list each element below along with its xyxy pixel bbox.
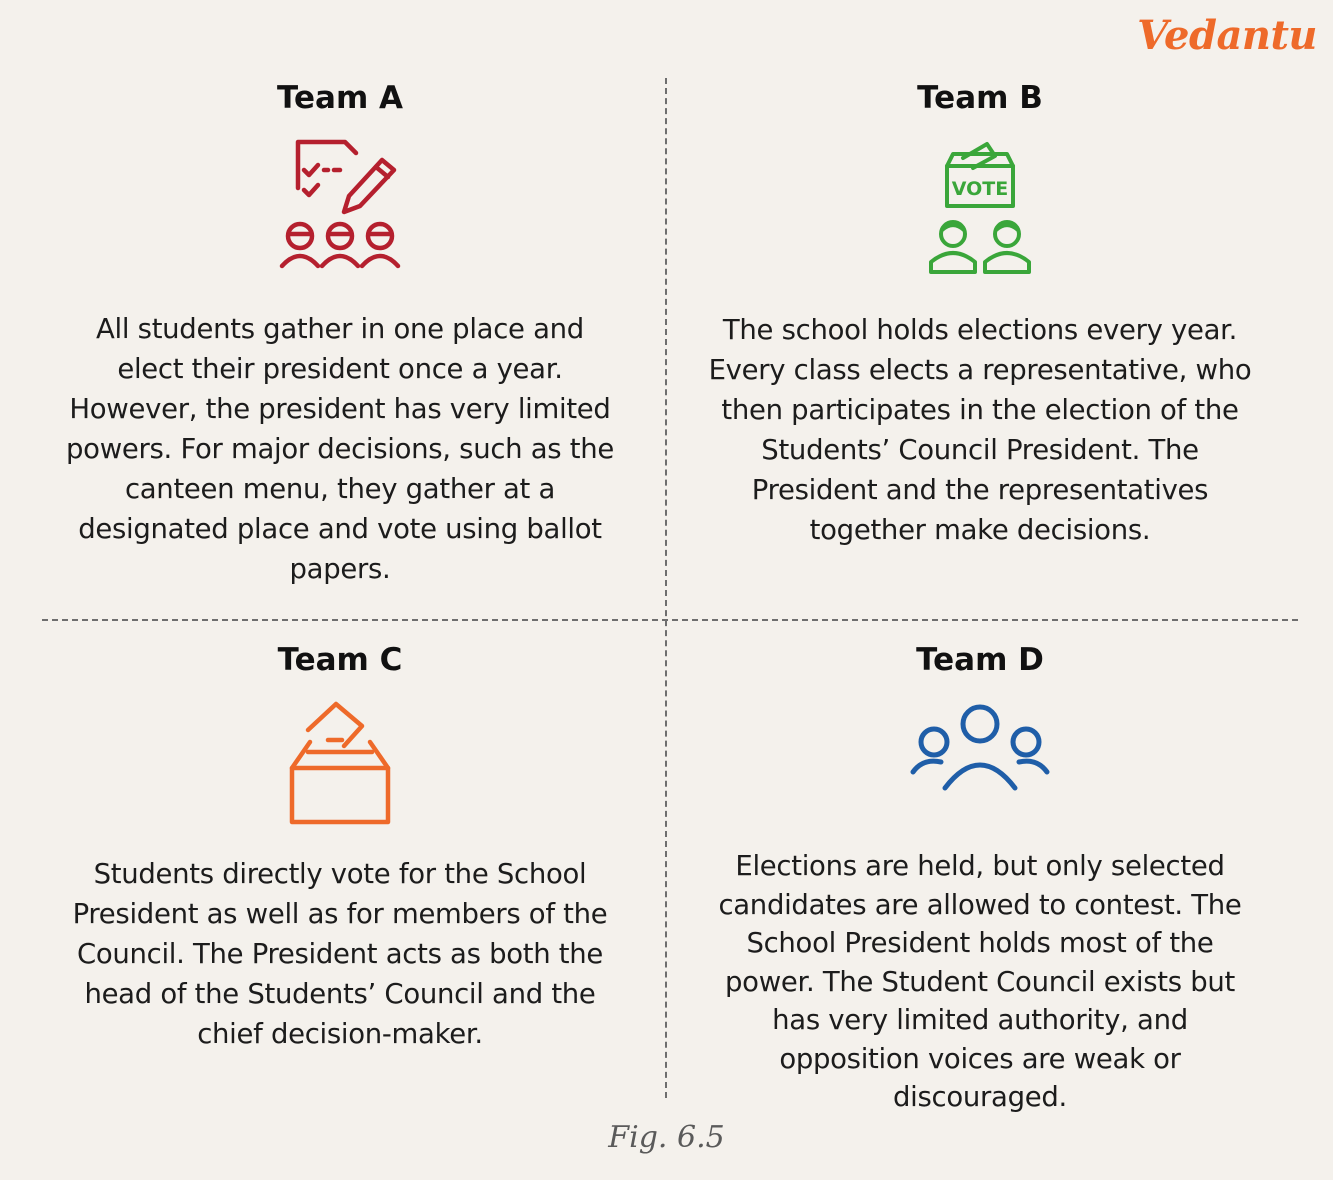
team-d-description: Elections are held, but only selected candidates are allowed to contest. The School President holds most of the power. The Student Council exists but has very limited authority, and opposition voices are weak or discouraged. — [718, 850, 1242, 1113]
figure-caption: Fig. 6.5 — [608, 1120, 725, 1155]
team-b-panel — [700, 80, 1260, 550]
team-d-panel — [700, 642, 1260, 1117]
team-b-description: The school holds elections every year. Every class elects a representative, who then participates in the election of the Students’ Council President. The President and the representatives together make decisions. — [708, 314, 1252, 546]
vertical-divider — [665, 78, 667, 1098]
team-a-panel — [60, 80, 620, 589]
team-a-description: All students gather in one place and elect their president once a year. However, the president has very limited powers. For major decisions, such as the canteen menu, they gather at a designated place and vote using ballot papers. — [66, 313, 614, 585]
team-c-description: Students directly vote for the School President as well as for members of the Council. The President acts as both the head of the Students’ Council and the chief decision-maker. — [72, 858, 608, 1050]
team-d-title: Team D — [916, 642, 1044, 678]
horizontal-divider — [42, 619, 1298, 621]
vedantu-logo: Vedantu — [1137, 12, 1317, 59]
group-people-icon — [905, 702, 1055, 797]
vote-label: VOTE — [951, 178, 1009, 200]
ballot-box-icon — [270, 696, 410, 826]
team-c-panel — [60, 642, 620, 1054]
team-b-title: Team B — [917, 80, 1043, 116]
ballot-paper-crowd-icon — [270, 138, 410, 273]
team-a-title: Team A — [276, 80, 404, 116]
vote-box-representatives-icon — [925, 136, 1035, 276]
team-c-title: Team C — [277, 642, 403, 678]
